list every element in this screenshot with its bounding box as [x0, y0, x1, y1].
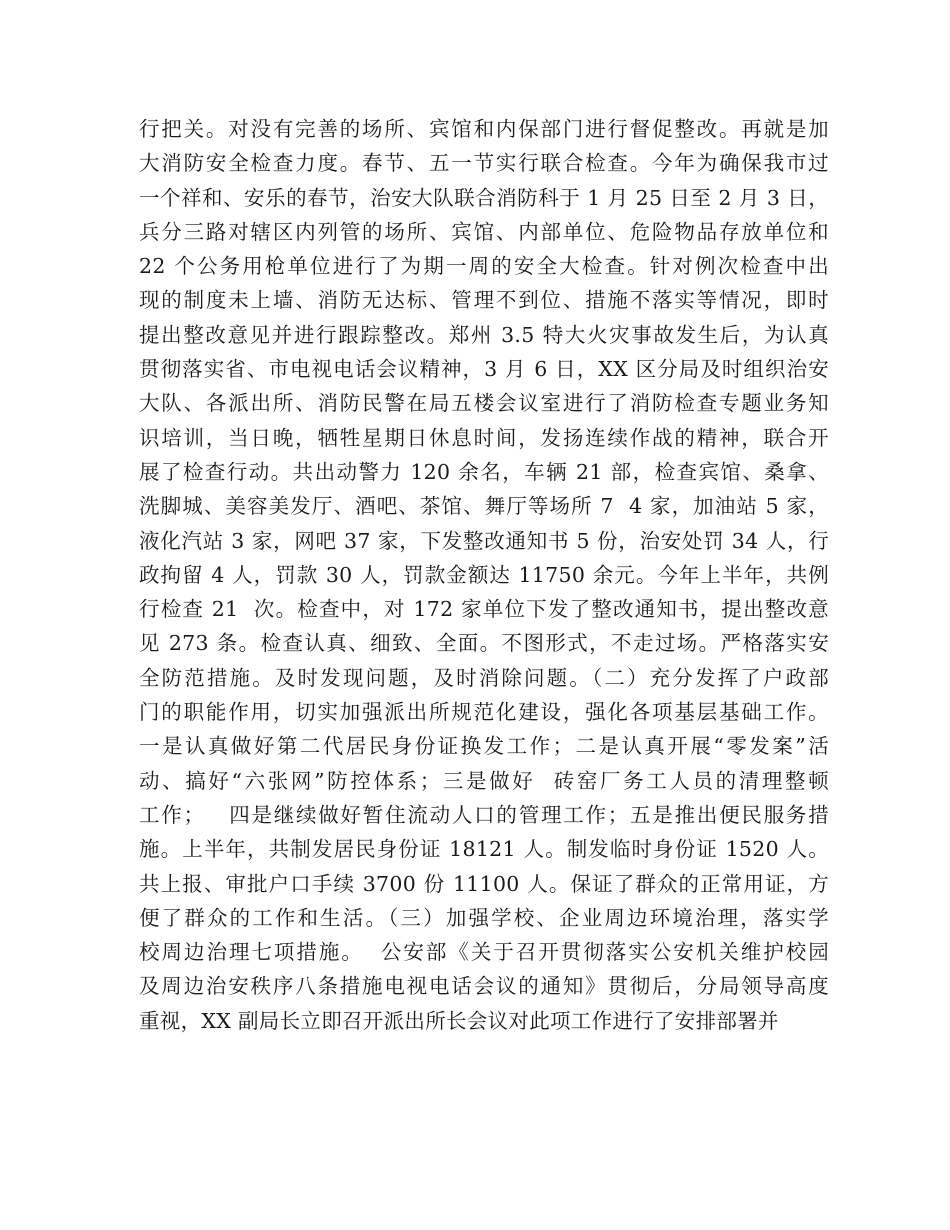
text-line: 大消防安全检查力度。春节、五一节实行联合检查。今年为确保我市过: [139, 151, 829, 176]
body-text: [139, 112, 829, 1038]
text-line: 现的制度未上墙、消防无达标、管理不到位、措施不落实等情况，即时: [139, 288, 829, 313]
text-line: 施。上半年，共制发居民身份证 18121 人。制发临时身份证 1520 人。: [139, 837, 829, 862]
text-line: 行把关。对没有完善的场所、宾馆和内保部门进行督促整改。再就是加: [139, 117, 829, 141]
text-line: 行检查 21 次。检查中，对 172 家单位下发了整改通知书，提出整改意: [139, 597, 829, 622]
text-line: 全防范措施。及时发现问题，及时消除问题。（二）充分发挥了户政部: [139, 665, 829, 690]
text-line: 共上报、审批户口手续 3700 份 11100 人。保证了群众的正常用证，方: [139, 871, 829, 896]
text-line: 洗脚城、美容美发厅、酒吧、茶馆、舞厅等场所 7 4 家，加油站 5 家，: [139, 494, 829, 519]
text-line: 提出整改意见并进行跟踪整改。郑州 3.5 特大火灾事故发生后，为认真: [139, 322, 829, 347]
text-line: 大队、各派出所、消防民警在局五楼会议室进行了消防检查专题业务知: [139, 391, 829, 416]
text-line: 液化汽站 3 家，网吧 37 家，下发整改通知书 5 份，治安处罚 34 人，行: [139, 528, 829, 553]
text-line: 及周边治安秩序八条措施电视电话会议的通知》贯彻后，分局领导高度: [139, 974, 829, 999]
text-line: 一个祥和、安乐的春节，治安大队联合消防科于 1 月 25 日至 2 月 3 日，: [139, 185, 829, 210]
text-line: 便了群众的工作和生活。（三）加强学校、企业周边环境治理，落实学: [139, 905, 829, 930]
text-line: 展了检查行动。共出动警力 120 余名，车辆 21 部，检查宾馆、桑拿、: [139, 459, 829, 484]
text-line: 动、搞好“六张网”防控体系；三是做好 砖窑厂务工人员的清理整顿: [139, 768, 829, 793]
text-line: 见 273 条。检查认真、细致、全面。不图形式，不走过场。严格落实安: [139, 631, 829, 656]
text-line: 校周边治理七项措施。 公安部《关于召开贯彻落实公安机关维护校园: [139, 940, 829, 965]
text-line: 识培训，当日晚，牺牲星期日休息时间，发扬连续作战的精神，联合开: [139, 425, 829, 450]
text-line: 政拘留 4 人，罚款 30 人，罚款金额达 11750 余元。今年上半年，共例: [139, 562, 829, 587]
text-line: 22 个公务用枪单位进行了为期一周的安全大检查。针对例次检查中出: [139, 254, 829, 279]
text-line: 贯彻落实省、市电视电话会议精神，3 月 6 日，XX 区分局及时组织治安: [139, 357, 829, 382]
text-line: 兵分三路对辖区内列管的场所、宾馆、内部单位、危险物品存放单位和: [139, 219, 829, 244]
text-line: 一是认真做好第二代居民身份证换发工作；二是认真开展“零发案”活: [139, 734, 829, 759]
text-line: 工作； 四是继续做好暂住流动人口的管理工作；五是推出便民服务措: [139, 802, 829, 827]
text-line: 门的职能作用，切实加强派出所规范化建设，强化各项基层基础工作。: [139, 700, 829, 725]
text-line: 重视，XX 副局长立即召开派出所长会议对此项工作进行了安排部署并: [139, 1008, 779, 1033]
